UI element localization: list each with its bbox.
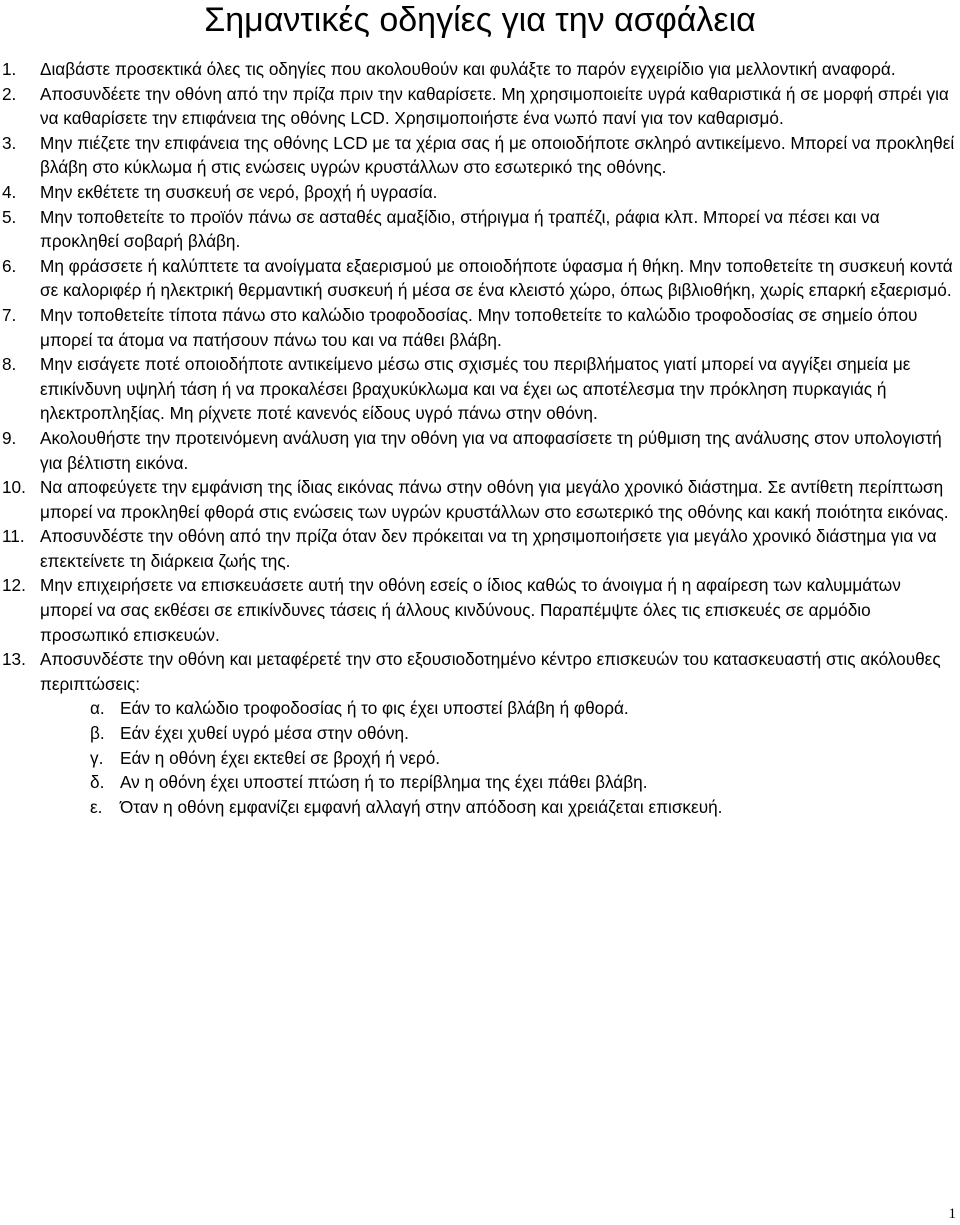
list-item (0, 573, 955, 647)
item-text: Μην πιέζετε την επιφάνεια της οθόνης LCD με τα χέρια σας ή με οποιοδήποτε σκληρό αντικείμενο. Μπορεί να προκληθεί βλάβη στο κύκλωμα ή στις ενώσεις υγρών κρυστάλλων στο εσωτερικό της οθόνης. (40, 132, 955, 178)
list-item (0, 352, 955, 426)
list-item (0, 82, 955, 131)
item-number: 12. (2, 575, 26, 596)
item-number: 13. (2, 649, 26, 670)
safety-instructions-list (0, 57, 955, 819)
list-item (0, 57, 955, 82)
sub-item-text: Εάν έχει χυθεί υγρό μέσα στην οθόνη. (120, 723, 409, 744)
list-item (0, 524, 955, 573)
sub-item-text: Εάν το καλώδιο τροφοδοσίας ή το φις έχει υποστεί βλάβη ή φθορά. (120, 698, 629, 719)
item-text: Διαβάστε προσεκτικά όλες τις οδηγίες που ακολουθούν και φυλάξτε το παρόν εγχειρίδιο για μελλοντική αναφορά. (40, 59, 896, 79)
item-text: Μην εισάγετε ποτέ οποιοδήποτε αντικείμενο μέσω στις σχισμές του περιβλήματος γιατί μπορεί να αγγίξει σημεία με επικίνδυνη υψηλή τάση ή να προκαλέσει βραχυκύκλωμα και να έχει ως αποτέλεσμα την πρόκληση πυρκαγιάς ή ηλεκτροπληξίας. Μη ρίχνετε ποτέ κανενός είδους υγρό πάνω στην οθόνη. (40, 354, 911, 424)
sub-item-label: α. (90, 698, 105, 719)
item-number: 7. (2, 304, 17, 325)
sub-item-text: Εάν η οθόνη έχει εκτεθεί σε βροχή ή νερό. (120, 747, 441, 768)
item-number: 5. (2, 206, 17, 227)
sub-list (40, 696, 955, 819)
page-number: 1 (948, 1206, 956, 1222)
sub-item-label: δ. (90, 772, 105, 793)
item-text: Να αποφεύγετε την εμφάνιση της ίδιας εικόνας πάνω στην οθόνη για μεγάλο χρονικό διάστημα. Σε αντίθετη περίπτωση μπορεί να προκληθεί φθορά στις ενώσεις των υγρών κρυστάλλων στο εσωτερικό της οθόνης και κακή ποιότητα εικόνας. (40, 477, 949, 522)
item-number: 3. (2, 132, 17, 153)
item-number: 9. (2, 427, 17, 448)
sub-item-label: ε. (90, 796, 103, 817)
item-number: 8. (2, 354, 17, 375)
item-number: 1. (2, 59, 17, 79)
list-item (0, 647, 955, 819)
list-item (0, 475, 955, 524)
sub-list-item (40, 746, 955, 771)
item-text: Μην εκθέτετε τη συσκευή σε νερό, βροχή ή υγρασία. (40, 181, 438, 202)
item-text: Μην τοποθετείτε το προϊόν πάνω σε ασταθές αμαξίδιο, στήριγμα ή τραπέζι, ράφια κλπ. Μπορεί να πέσει και να προκληθεί σοβαρή βλάβη. (40, 206, 880, 252)
list-item (0, 180, 955, 205)
list-item (0, 426, 955, 475)
item-text: Μην τοποθετείτε τίποτα πάνω στο καλώδιο τροφοδοσίας. Μην τοποθετείτε το καλώδιο τροφοδοσίας σε σημείο όπου μπορεί τα άτομα να πατήσουν πάνω του και να πάθει βλάβη. (40, 304, 918, 350)
sub-item-label: γ. (90, 747, 104, 768)
sub-list-item (40, 770, 955, 795)
sub-item-label: β. (90, 723, 105, 744)
item-number: 4. (2, 181, 17, 202)
item-text: Αποσυνδέστε την οθόνη και μεταφέρετέ την στο εξουσιοδοτημένο κέντρο επισκευών του κατασκευαστή στις ακόλουθες περιπτώσεις: (40, 649, 941, 694)
item-number: 2. (2, 83, 17, 104)
sub-item-text: Όταν η οθόνη εμφανίζει εμφανή αλλαγή στην απόδοση και χρειάζεται επισκευή. (120, 796, 723, 817)
item-number: 6. (2, 255, 17, 276)
list-item (0, 254, 955, 303)
item-number: 11. (2, 526, 25, 547)
item-number: 10. (2, 477, 26, 498)
list-item (0, 303, 955, 352)
item-text: Μη φράσσετε ή καλύπτετε τα ανοίγματα εξαερισμού με οποιοδήποτε ύφασμα ή θήκη. Μην τοποθετείτε τη συσκευή κοντά σε καλοριφέρ ή ηλεκτρική θερμαντική συσκευή ή μέσα σε ένα κλειστό χώρο, όπως βιβλιοθήκη, χωρίς επαρκή εξαερισμό. (40, 255, 953, 301)
list-item (0, 131, 955, 180)
sub-list-item (40, 795, 955, 820)
sub-list-item (40, 721, 955, 746)
sub-item-text: Αν η οθόνη έχει υποστεί πτώση ή το περίβλημα της έχει πάθει βλάβη. (120, 772, 648, 793)
item-text: Ακολουθήστε την προτεινόμενη ανάλυση για την οθόνη για να αποφασίσετε τη ρύθμιση της ανάλυσης στον υπολογιστή για βέλτιστη εικόνα. (40, 427, 942, 473)
page-title: Σημαντικές οδηγίες για την ασφάλεια (204, 1, 756, 39)
item-text: Αποσυνδέετε την οθόνη από την πρίζα πριν την καθαρίσετε. Μη χρησιμοποιείτε υγρά καθαριστικά ή σε μορφή σπρέι για να καθαρίσετε την επιφάνεια της οθόνης LCD. Χρησιμοποιήστε ένα νωπό πανί για τον καθαρισμό. (40, 83, 949, 129)
list-item (0, 205, 955, 254)
item-text: Μην επιχειρήσετε να επισκευάσετε αυτή την οθόνη εσείς ο ίδιος καθώς το άνοιγμα ή η αφαίρεση των καλυμμάτων μπορεί να σας εκθέσει σε επικίνδυνες τάσεις ή άλλους κινδύνους. Παραπέμψτε όλες τις επισκευές σε αρμόδιο προσωπικό επισκευών. (40, 575, 901, 645)
sub-list-item (40, 696, 955, 721)
item-text: Αποσυνδέστε την οθόνη από την πρίζα όταν δεν πρόκειται να τη χρησιμοποιήσετε για μεγάλο χρονικό διάστημα για να επεκτείνετε τη διάρκεια ζωής της. (40, 526, 937, 571)
